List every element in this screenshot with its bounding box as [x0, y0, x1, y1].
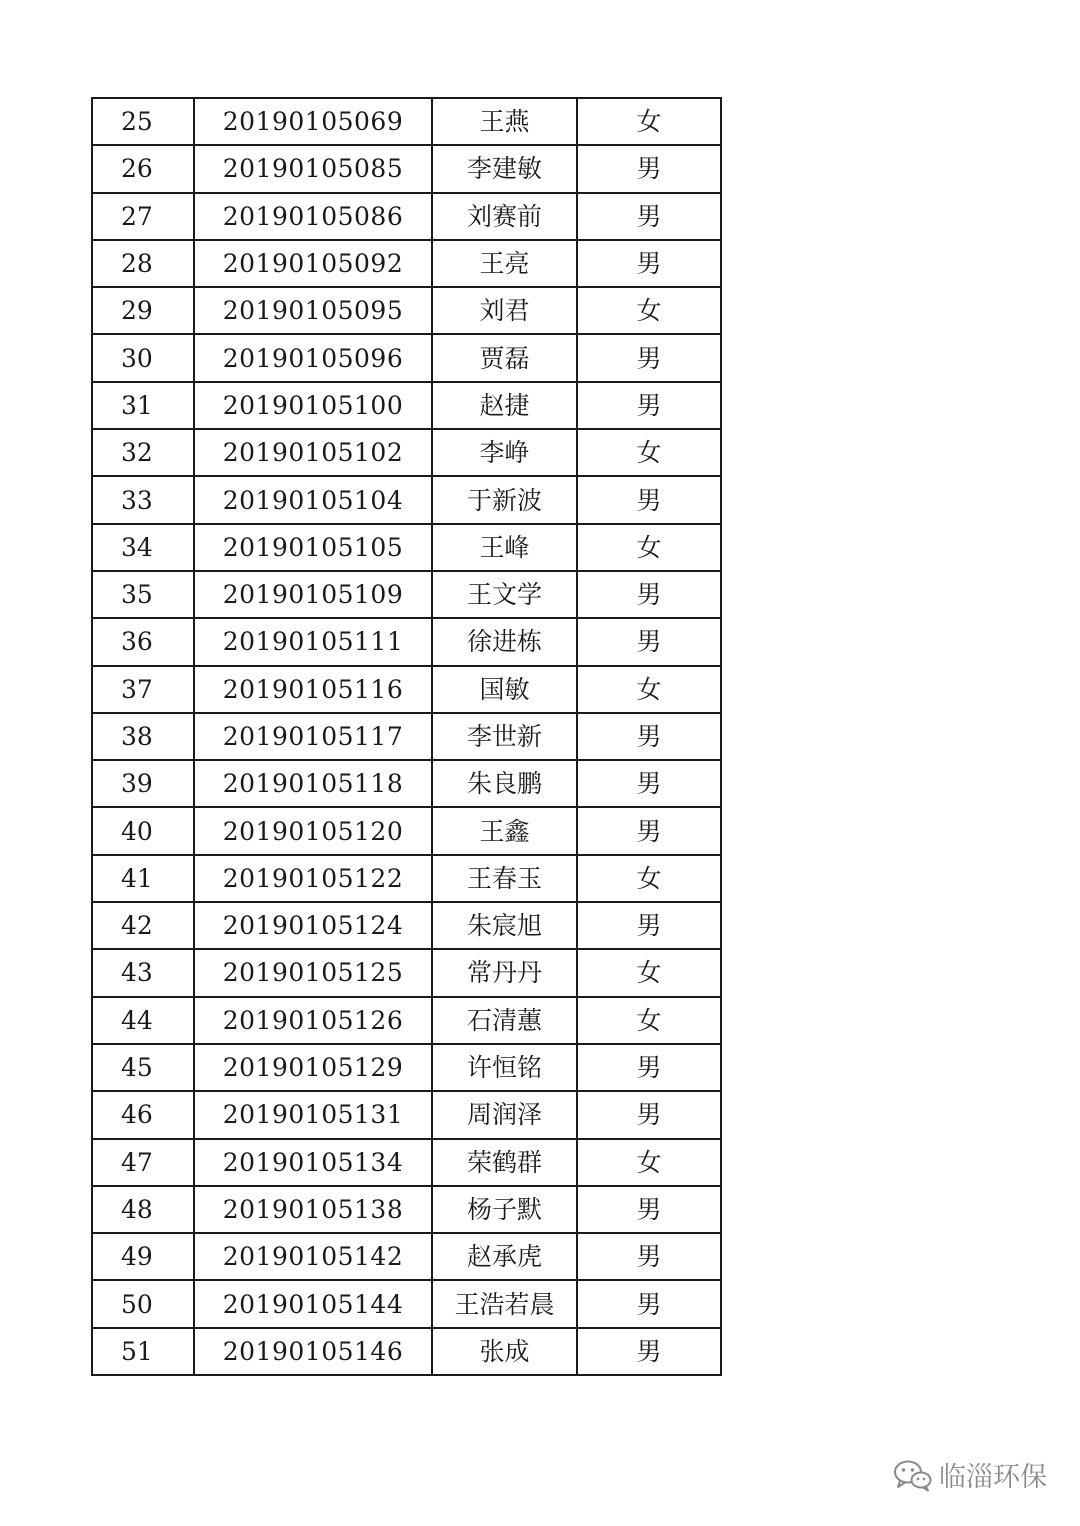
name-cell: 王文学	[432, 571, 577, 618]
name-cell: 刘君	[432, 287, 577, 334]
student-id-cell: 20190105117	[194, 713, 432, 760]
gender-cell: 男	[577, 618, 721, 665]
name-cell: 李世新	[432, 713, 577, 760]
name-cell: 李峥	[432, 429, 577, 476]
student-id-cell: 20190105085	[194, 145, 432, 192]
gender-cell: 女	[577, 666, 721, 713]
watermark	[893, 1455, 1047, 1494]
name-cell: 朱宸旭	[432, 902, 577, 949]
gender-cell: 男	[577, 240, 721, 287]
row-number-cell: 44	[92, 997, 194, 1044]
table-row	[92, 949, 721, 996]
row-number-cell: 47	[92, 1139, 194, 1186]
student-id-cell: 20190105124	[194, 902, 432, 949]
gender-cell: 男	[577, 1091, 721, 1138]
student-id-cell: 20190105134	[194, 1139, 432, 1186]
student-id-cell: 20190105142	[194, 1233, 432, 1280]
gender-cell: 男	[577, 334, 721, 381]
name-cell: 王春玉	[432, 855, 577, 902]
student-id-cell: 20190105096	[194, 334, 432, 381]
gender-cell: 男	[577, 476, 721, 523]
row-number-cell: 50	[92, 1280, 194, 1327]
gender-cell: 女	[577, 429, 721, 476]
gender-cell: 男	[577, 902, 721, 949]
table-row	[92, 571, 721, 618]
gender-cell: 男	[577, 807, 721, 854]
row-number-cell: 31	[92, 382, 194, 429]
student-id-cell: 20190105109	[194, 571, 432, 618]
row-number-cell: 28	[92, 240, 194, 287]
table-row	[92, 98, 721, 145]
row-number-cell: 43	[92, 949, 194, 996]
gender-cell: 女	[577, 524, 721, 571]
table-row	[92, 618, 721, 665]
gender-cell: 男	[577, 193, 721, 240]
name-cell: 王亮	[432, 240, 577, 287]
row-number-cell: 40	[92, 807, 194, 854]
table-row	[92, 1280, 721, 1327]
table-row	[92, 1233, 721, 1280]
student-id-cell: 20190105100	[194, 382, 432, 429]
row-number-cell: 38	[92, 713, 194, 760]
gender-cell: 女	[577, 997, 721, 1044]
row-number-cell: 25	[92, 98, 194, 145]
row-number-cell: 32	[92, 429, 194, 476]
student-id-cell: 20190105118	[194, 760, 432, 807]
table-row	[92, 713, 721, 760]
name-cell: 许恒铭	[432, 1044, 577, 1091]
gender-cell: 男	[577, 382, 721, 429]
row-number-cell: 26	[92, 145, 194, 192]
table-row	[92, 807, 721, 854]
gender-cell: 男	[577, 1044, 721, 1091]
table-row	[92, 997, 721, 1044]
row-number-cell: 45	[92, 1044, 194, 1091]
roster-table	[91, 97, 722, 1376]
table-row	[92, 1186, 721, 1233]
row-number-cell: 29	[92, 287, 194, 334]
name-cell: 刘赛前	[432, 193, 577, 240]
name-cell: 杨子默	[432, 1186, 577, 1233]
gender-cell: 女	[577, 855, 721, 902]
gender-cell: 女	[577, 949, 721, 996]
table-row	[92, 240, 721, 287]
table-row	[92, 429, 721, 476]
student-id-cell: 20190105104	[194, 476, 432, 523]
table-row	[92, 287, 721, 334]
row-number-cell: 48	[92, 1186, 194, 1233]
student-id-cell: 20190105069	[194, 98, 432, 145]
name-cell: 石清蕙	[432, 997, 577, 1044]
table-row	[92, 334, 721, 381]
row-number-cell: 51	[92, 1328, 194, 1375]
name-cell: 荣鹤群	[432, 1139, 577, 1186]
watermark-text: 临淄环保	[939, 1462, 1047, 1493]
name-cell: 赵承虎	[432, 1233, 577, 1280]
table-row	[92, 382, 721, 429]
table-row	[92, 1139, 721, 1186]
gender-cell: 男	[577, 571, 721, 618]
name-cell: 张成	[432, 1328, 577, 1375]
row-number-cell: 33	[92, 476, 194, 523]
gender-cell: 男	[577, 145, 721, 192]
name-cell: 王鑫	[432, 807, 577, 854]
name-cell: 朱良鹏	[432, 760, 577, 807]
row-number-cell: 36	[92, 618, 194, 665]
student-id-cell: 20190105129	[194, 1044, 432, 1091]
name-cell: 于新波	[432, 476, 577, 523]
gender-cell: 男	[577, 1328, 721, 1375]
student-id-cell: 20190105111	[194, 618, 432, 665]
student-id-cell: 20190105122	[194, 855, 432, 902]
wechat-icon	[893, 1458, 933, 1492]
roster-table-body	[92, 98, 721, 1375]
table-row	[92, 760, 721, 807]
name-cell: 李建敏	[432, 145, 577, 192]
row-number-cell: 35	[92, 571, 194, 618]
table-row	[92, 524, 721, 571]
gender-cell: 男	[577, 1280, 721, 1327]
row-number-cell: 27	[92, 193, 194, 240]
student-id-cell: 20190105095	[194, 287, 432, 334]
gender-cell: 女	[577, 287, 721, 334]
table-row	[92, 1044, 721, 1091]
row-number-cell: 42	[92, 902, 194, 949]
name-cell: 王燕	[432, 98, 577, 145]
table-row	[92, 902, 721, 949]
table-row	[92, 855, 721, 902]
name-cell: 贾磊	[432, 334, 577, 381]
student-id-cell: 20190105146	[194, 1328, 432, 1375]
name-cell: 周润泽	[432, 1091, 577, 1138]
gender-cell: 男	[577, 713, 721, 760]
table-row	[92, 193, 721, 240]
table-row	[92, 145, 721, 192]
row-number-cell: 30	[92, 334, 194, 381]
student-id-cell: 20190105138	[194, 1186, 432, 1233]
student-id-cell: 20190105131	[194, 1091, 432, 1138]
student-id-cell: 20190105144	[194, 1280, 432, 1327]
row-number-cell: 49	[92, 1233, 194, 1280]
student-id-cell: 20190105092	[194, 240, 432, 287]
row-number-cell: 37	[92, 666, 194, 713]
student-id-cell: 20190105105	[194, 524, 432, 571]
table-row	[92, 1328, 721, 1375]
student-id-cell: 20190105086	[194, 193, 432, 240]
gender-cell: 男	[577, 1186, 721, 1233]
name-cell: 赵捷	[432, 382, 577, 429]
table-row	[92, 666, 721, 713]
table-row	[92, 1091, 721, 1138]
student-id-cell: 20190105116	[194, 666, 432, 713]
table-row	[92, 476, 721, 523]
name-cell: 王浩若晨	[432, 1280, 577, 1327]
gender-cell: 男	[577, 1233, 721, 1280]
student-id-cell: 20190105126	[194, 997, 432, 1044]
row-number-cell: 39	[92, 760, 194, 807]
gender-cell: 男	[577, 760, 721, 807]
name-cell: 常丹丹	[432, 949, 577, 996]
row-number-cell: 46	[92, 1091, 194, 1138]
name-cell: 国敏	[432, 666, 577, 713]
student-id-cell: 20190105120	[194, 807, 432, 854]
row-number-cell: 34	[92, 524, 194, 571]
name-cell: 徐进栋	[432, 618, 577, 665]
gender-cell: 女	[577, 98, 721, 145]
student-id-cell: 20190105102	[194, 429, 432, 476]
student-id-cell: 20190105125	[194, 949, 432, 996]
gender-cell: 女	[577, 1139, 721, 1186]
name-cell: 王峰	[432, 524, 577, 571]
row-number-cell: 41	[92, 855, 194, 902]
